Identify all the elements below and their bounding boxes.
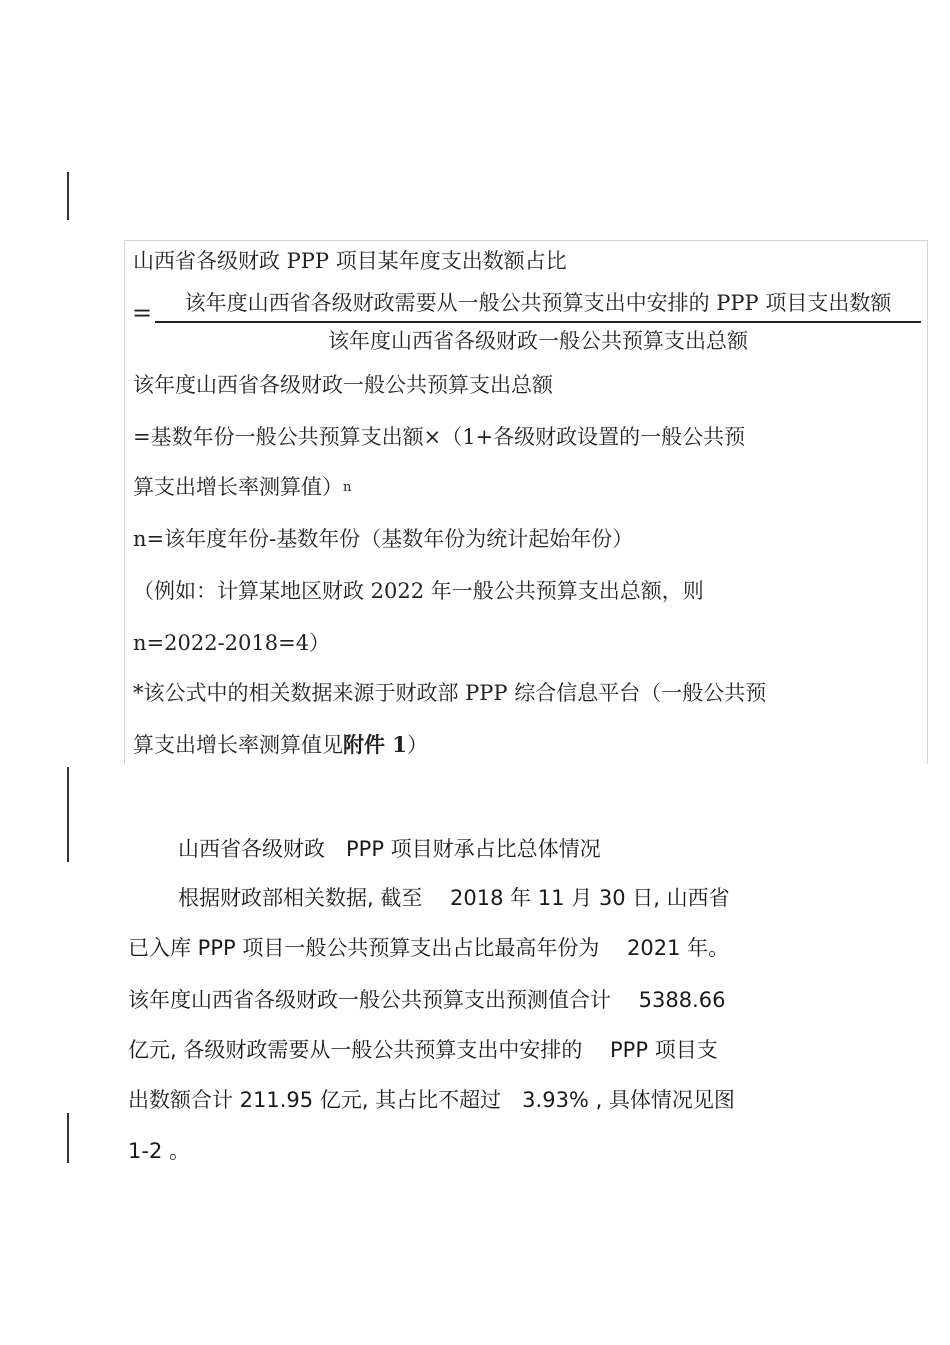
exponent-n: n [343,480,352,495]
formula-line-example: （例如：计算某地区财政 2022 年一般公共预算支出总额，则 [133,579,704,603]
body-line-3: 该年度山西省各级财政一般公共预算支出预测值合计 5388.66 [128,988,726,1012]
formula-line-base: =基数年份一般公共预算支出额×（1+各级财政设置的一般公共预 [133,425,746,449]
formula-growth-text: 算支出增长率测算值） [133,475,343,499]
margin-bar-middle [67,767,69,862]
margin-bar-top [67,172,69,220]
body-line-2: 已入库 PPP 项目一般公共预算支出占比最高年份为 2021 年。 [128,936,730,960]
formula-line-appendix [133,729,428,759]
formula-line-example-n: n=2022-2018=4） [133,631,331,655]
section-heading: 山西省各级财政 PPP 项目财承占比总体情况 [178,837,601,861]
body-line-1: 根据财政部相关数据, 截至 2018 年 11 月 30 日, 山西省 [178,886,730,910]
appendix-pre: 算支出增长率测算值见 [133,733,343,757]
fraction-numerator: 该年度山西省各级财政需要从一般公共预算支出中安排的 PPP 项目支出数额 [184,291,892,315]
appendix-post: ） [406,733,428,757]
body-line-4: 亿元, 各级财政需要从一般公共预算支出中安排的 PPP 项目支 [128,1038,718,1062]
formula-line-source: *该公式中的相关数据来源于财政部 PPP 综合信息平台（一般公共预 [133,681,767,705]
formula-title: 山西省各级财政 PPP 项目某年度支出数额占比 [133,249,567,273]
body-line-5: 出数额合计 211.95 亿元, 其占比不超过 3.93% , 具体情况见图 [128,1088,735,1112]
formula-line-n: n=该年度年份-基数年份（基数年份为统计起始年份） [133,527,634,551]
fraction-denominator: 该年度山西省各级财政一般公共预算支出总额 [328,329,748,353]
formula-box [124,240,928,764]
formula-line-total: 该年度山西省各级财政一般公共预算支出总额 [133,373,553,397]
fraction-bar [155,321,921,323]
equals-sign: = [132,299,153,327]
appendix-link-text: 附件 1 [343,732,407,757]
formula-line-growth [133,471,351,501]
margin-bar-bottom [67,1113,69,1163]
body-line-6: 1-2 。 [128,1139,190,1163]
